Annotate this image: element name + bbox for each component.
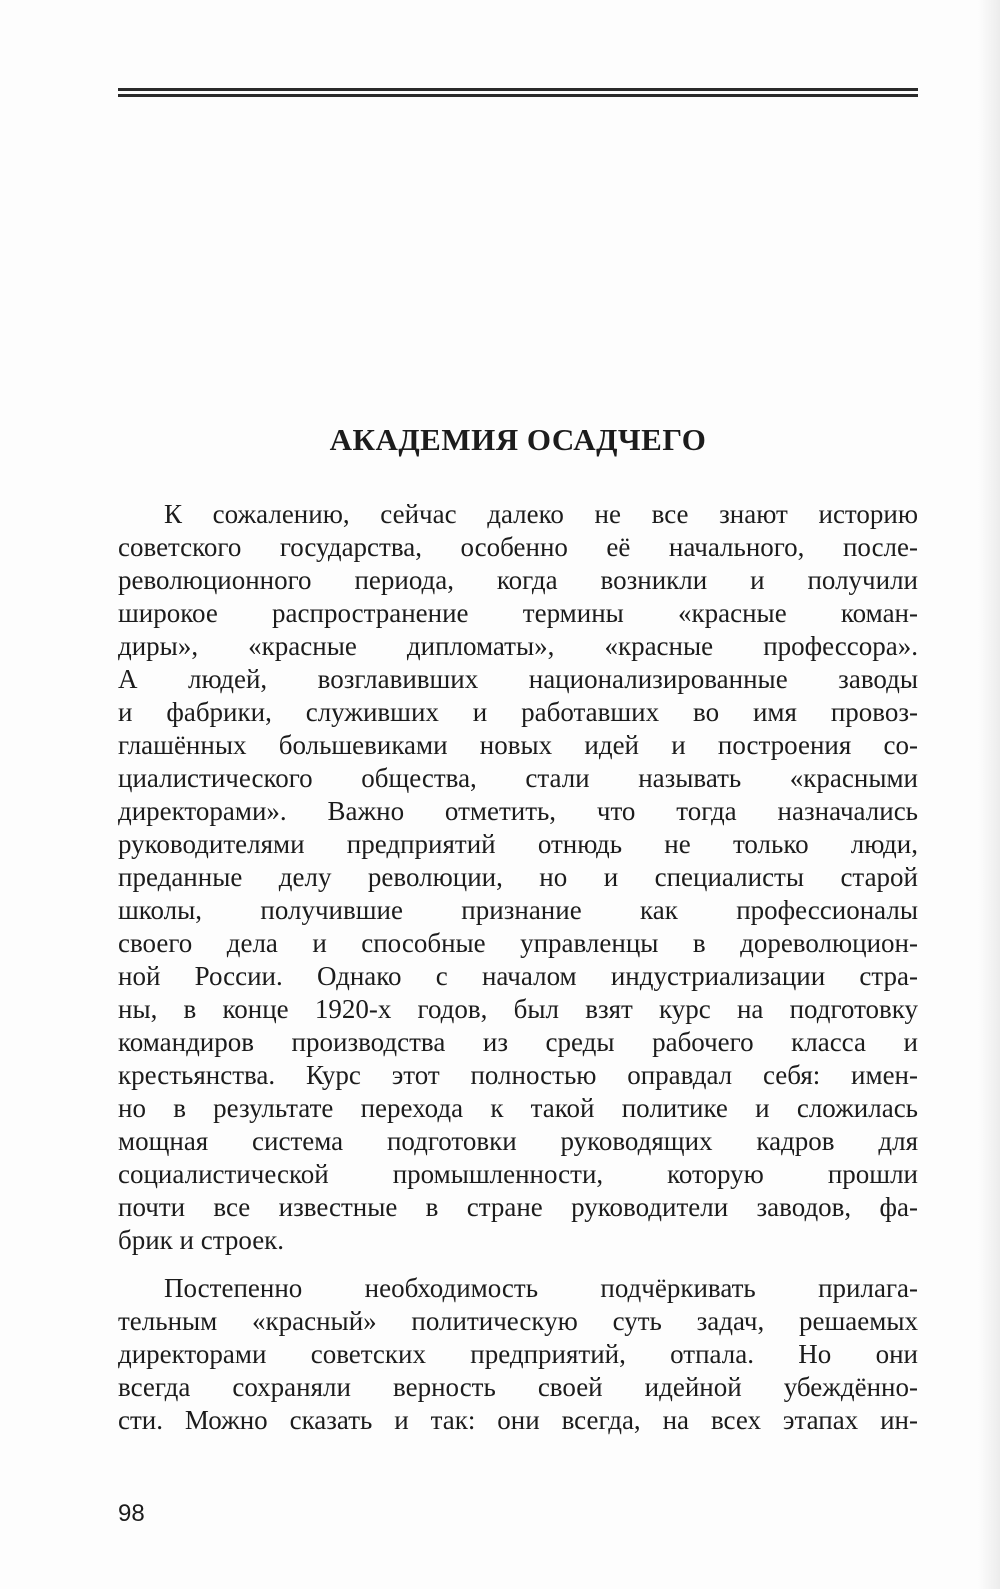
text-line: директорами». Важно отметить, что тогда назначались [118,796,918,826]
header-rule-top [118,88,918,91]
text-line: Постепенно необходимость подчёркивать прилага- [164,1273,918,1303]
text-line: всегда сохраняли верность своей идейной убеждённо- [118,1372,918,1402]
text-line: преданные делу революции, но и специалисты старой [118,862,918,892]
text-line: и фабрики, служивших и работавших во имя провоз- [118,697,918,727]
chapter-title: АКАДЕМИЯ ОСАДЧЕГО [329,422,707,457]
text-line: социалистической промышленности, которую прошли [118,1159,918,1189]
text-line: широкое распространение термины «красные коман- [118,598,918,628]
page-number: 98 [118,1500,145,1527]
text-line: А людей, возглавивших национализированные заводы [118,664,918,694]
text-line: К сожалению, сейчас далеко не все знают историю [164,499,918,529]
text-line: командиров производства из среды рабочего класса и [118,1027,918,1057]
text-line: крестьянства. Курс этот полностью оправдал себя: имен- [118,1060,918,1090]
text-line: руководителями предприятий отнюдь не только люди, [118,829,918,859]
text-line: тельным «красный» политическую суть задач, решаемых [118,1306,918,1336]
text-line: но в результате перехода к такой политике и сложилась [118,1093,918,1123]
header-rule-bottom [118,94,918,97]
text-line: циалистического общества, стали называть «красными [118,763,918,793]
text-line: брик и строек. [118,1225,285,1255]
text-line: мощная система подготовки руководящих кадров для [118,1126,918,1156]
text-line: сти. Можно сказать и так: они всегда, на всех этапах ин- [118,1405,918,1435]
text-line: директорами советских предприятий, отпала. Но они [118,1339,918,1369]
text-line: глашённых большевиками новых идей и построения со- [118,730,918,760]
text-line: революционного периода, когда возникли и получили [118,565,918,595]
text-line: почти все известные в стране руководители заводов, фа- [118,1192,918,1222]
text-line: диры», «красные дипломаты», «красные профессора». [118,631,918,661]
page-edge-shadow [978,0,1000,1589]
text-line: ны, в конце 1920-х годов, был взят курс на подготовку [118,994,918,1024]
text-line: советского государства, особенно её начального, после- [118,532,918,562]
paragraph-1 [118,498,918,1257]
paragraph-2 [118,1272,918,1437]
text-line: своего дела и способные управленцы в дореволюцион- [118,928,918,958]
text-line: ной России. Однако с началом индустриализации стра- [118,961,918,991]
text-line: школы, получившие признание как профессионалы [118,895,918,925]
